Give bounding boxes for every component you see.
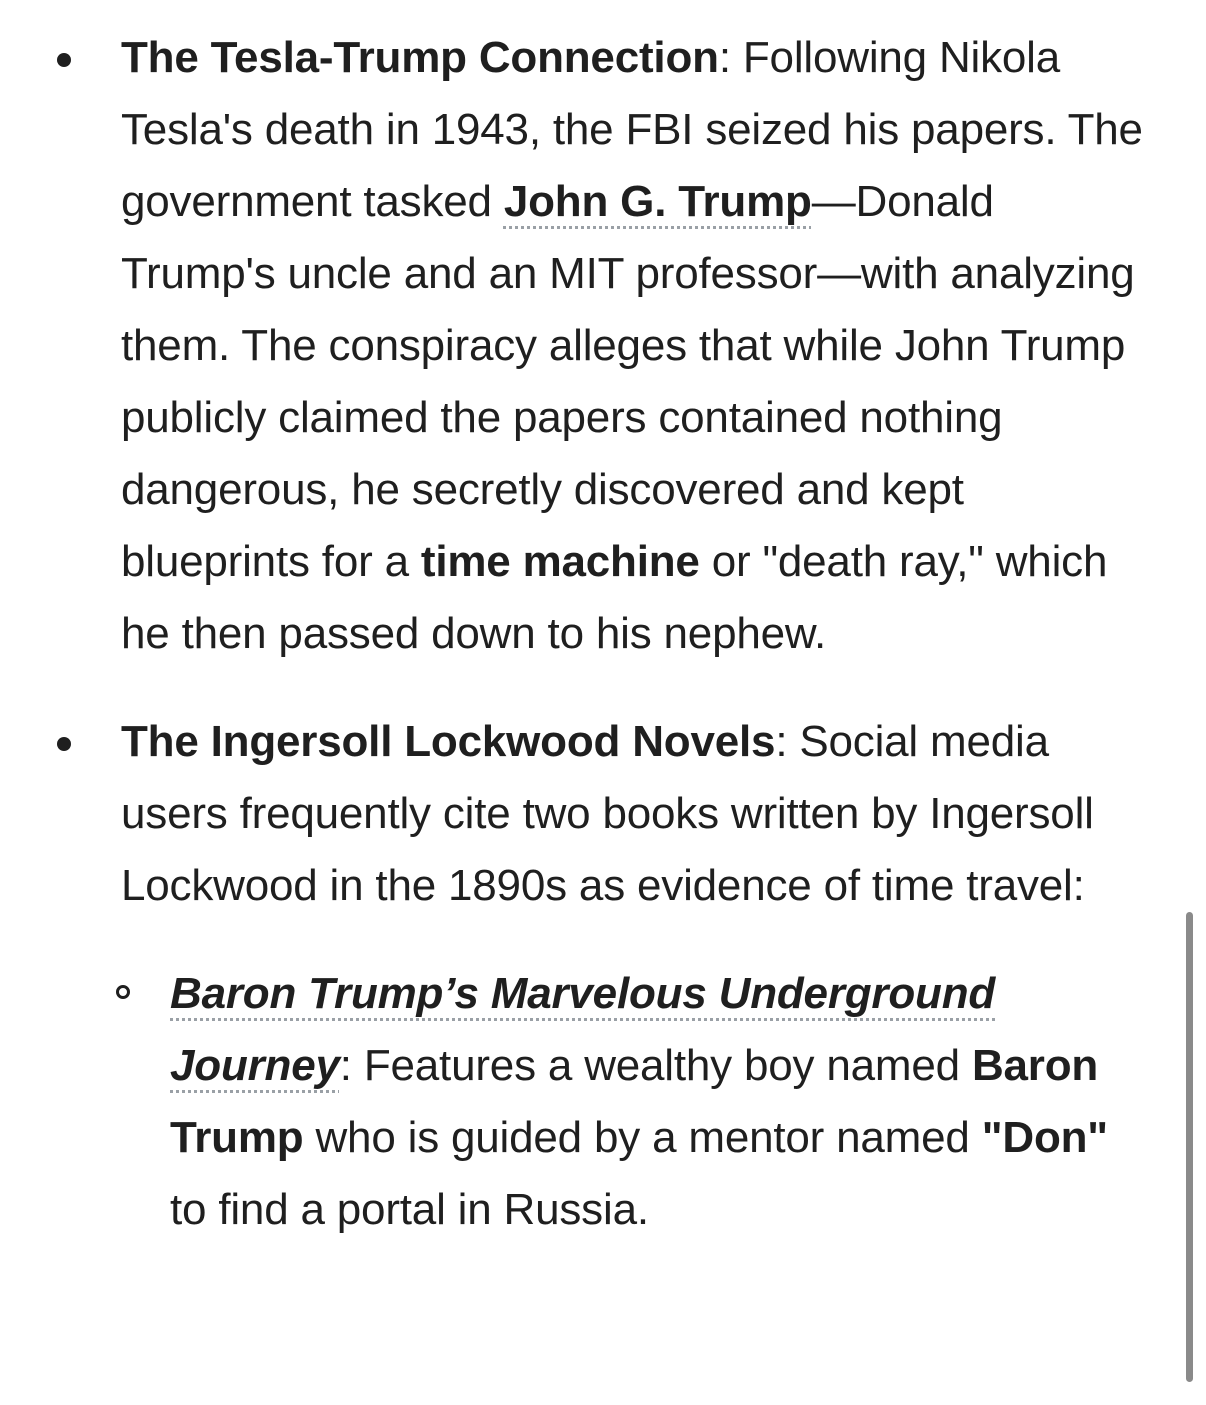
item-text: Features a wealthy boy named [351, 1041, 972, 1090]
title-separator: : [718, 33, 731, 82]
item-text: —Donald Trump's uncle and an MIT professor—with analyzing them. The conspiracy alleges that while John Trump publicly claimed the papers contained nothing dangerous, he secretly discovered and kept blueprints for a [121, 177, 1135, 586]
bullet-icon [57, 737, 71, 751]
entity-link-book-title[interactable]: Baron Trump’s Marvelous Underground Journey [170, 969, 996, 1090]
scrollbar-thumb[interactable] [1186, 912, 1193, 1382]
item-text: who is guided by a mentor named [303, 1113, 982, 1162]
list-item-lockwood-novels [0, 706, 1206, 922]
emphasis-don: "Don" [981, 1113, 1108, 1162]
bullet-icon [57, 53, 71, 67]
item-text: Following Nikola Tesla's death in 1943, the FBI seized his papers. The government tasked [121, 33, 1143, 226]
circle-bullet-icon [116, 985, 130, 999]
item-title: The Tesla-Trump Connection [121, 33, 719, 82]
response-content [0, 22, 1206, 1246]
sublist-item-baron-trump [0, 958, 1206, 1246]
title-separator: : [775, 717, 788, 766]
item-text: or "death ray," which he then passed down to his nephew. [121, 537, 1108, 658]
item-text: Social media users frequently cite two books written by Ingersoll Lockwood in the 1890s as evidence of time travel: [121, 717, 1094, 910]
emphasis-time-machine: time machine [420, 537, 700, 586]
emphasis-baron-trump: Baron Trump [170, 1041, 1099, 1162]
item-title: The Ingersoll Lockwood Novels [121, 717, 776, 766]
item-text: to find a portal in Russia. [170, 1185, 649, 1234]
list-item-tesla-trump [0, 22, 1206, 670]
entity-link-john-g-trump[interactable]: John G. Trump [503, 177, 812, 226]
title-separator: : [339, 1041, 352, 1090]
